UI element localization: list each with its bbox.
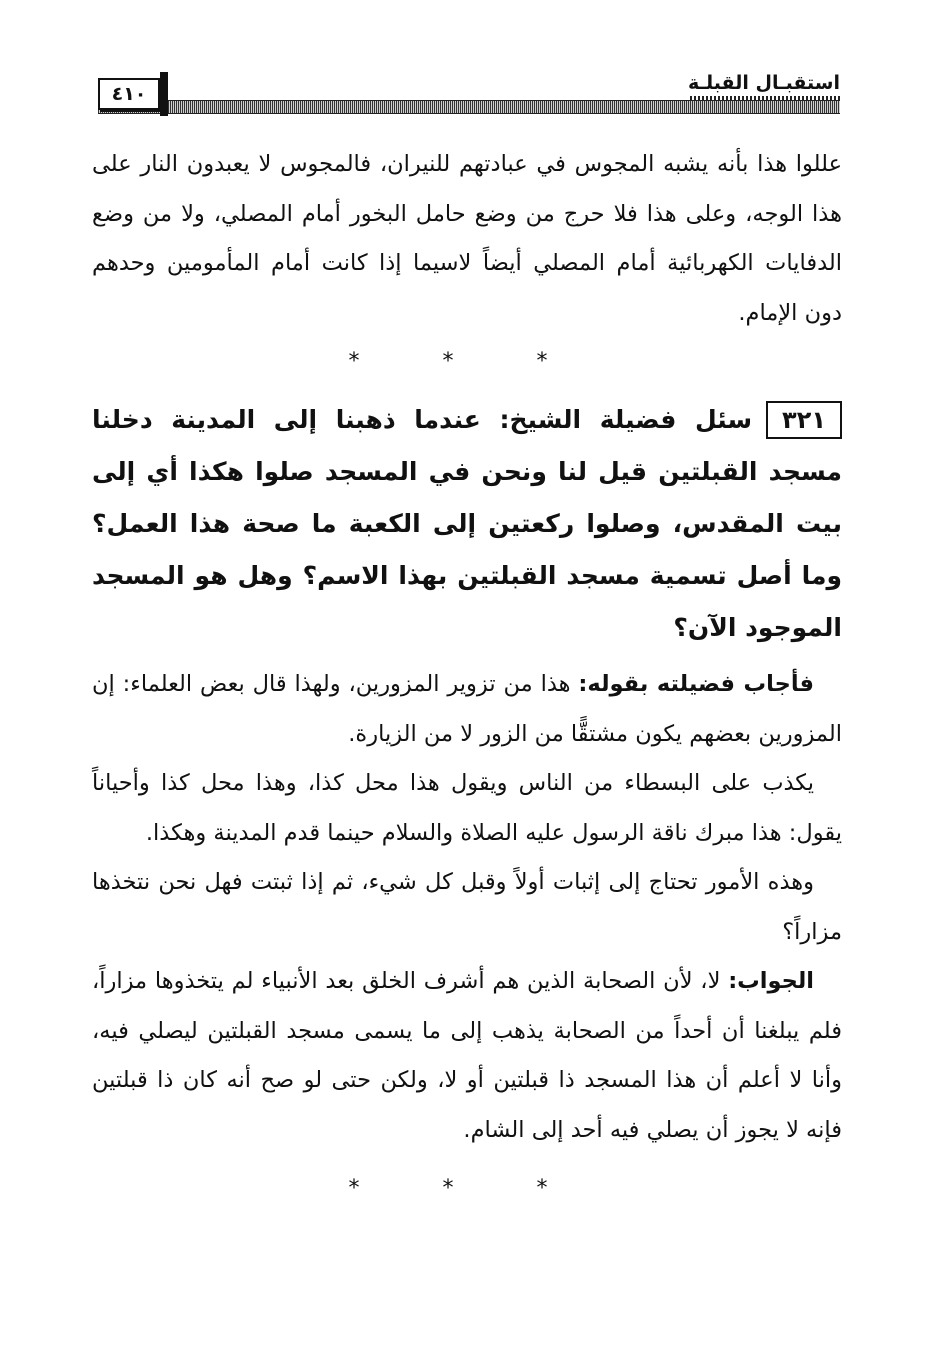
answer-paragraph-3: وهذه الأمور تحتاج إلى إثبات أولاً وقبل كل شيء، ثم إذا ثبتت فهل نحن نتخذها مزاراً؟ [92,869,842,945]
answer-intro: فأجاب فضيلته بقوله: [578,671,814,697]
answer-paragraph-4 [92,957,842,1155]
page-header [98,70,840,122]
paragraph-1: عللوا هذا بأنه يشبه المجوس في عبادتهم للنيران، فالمجوس لا يعبدون النار على هذا الوجه، وعلى هذا فلا حرج من وضع حامل البخور أمام المصلي، ولا من وضع الدفايات الكهربائية أمام المصلي أيضاً لاسيما إذا كانت أمام المأمومين وحدهم دون الإمام. [92,151,842,326]
page-number: ٤١٠ [98,78,160,110]
answer-text-1: هذا من تزوير المزورين، ولهذا قال بعض العلماء: إن المزورين بعضهم يكون مشتقًّا من الزور لا من الزيارة. [92,671,842,747]
question-block [92,394,842,654]
question-text: سئل فضيلة الشيخ: عندما ذهبنا إلى المدينة دخلنا مسجد القبلتين قيل لنا ونحن في المسجد صلوا هكذا أي إلى بيت المقدس، وصلوا ركعتين إلى الكعبة ما صحة هذا العمل؟ وما أصل تسمية مسجد القبلتين بهذا الاسم؟ وهل هو المسجد الموجود الآن؟ [92,405,842,642]
running-title: استقبـال القبلـة [688,72,840,94]
section-separator: * * * [348,349,586,374]
answer-paragraph-2: يكذب على البسطاء من الناس ويقول هذا محل كذا، وهذا محل كذا وأحياناً يقول: هذا مبرك ناقة الرسول عليه الصلاة والسلام حينما قدم المدينة وهكذا. [92,770,842,846]
answer-text-4: لا، لأن الصحابة الذين هم أشرف الخلق بعد الأنبياء لم يتخذوها مزاراً، فلم يبلغنا أن أحداً من الصحابة يذهب إلى ما يسمى مسجد القبلتين ليصلي فيه، وأنا لا أعلم أن هذا المسجد ذا قبلتين أو لا، ولكن حتى لو صح أنه كان ذا قبلتين فإنه لا يجوز أن يصلي فيه أحد إلى الشام. [92,968,842,1143]
answer-paragraph-1 [92,660,842,759]
question-number: ٣٢١ [766,401,842,439]
answer-label: الجواب: [728,968,814,994]
header-rule [98,100,840,114]
end-separator: * * * [348,1176,586,1201]
page-body [92,140,842,1217]
